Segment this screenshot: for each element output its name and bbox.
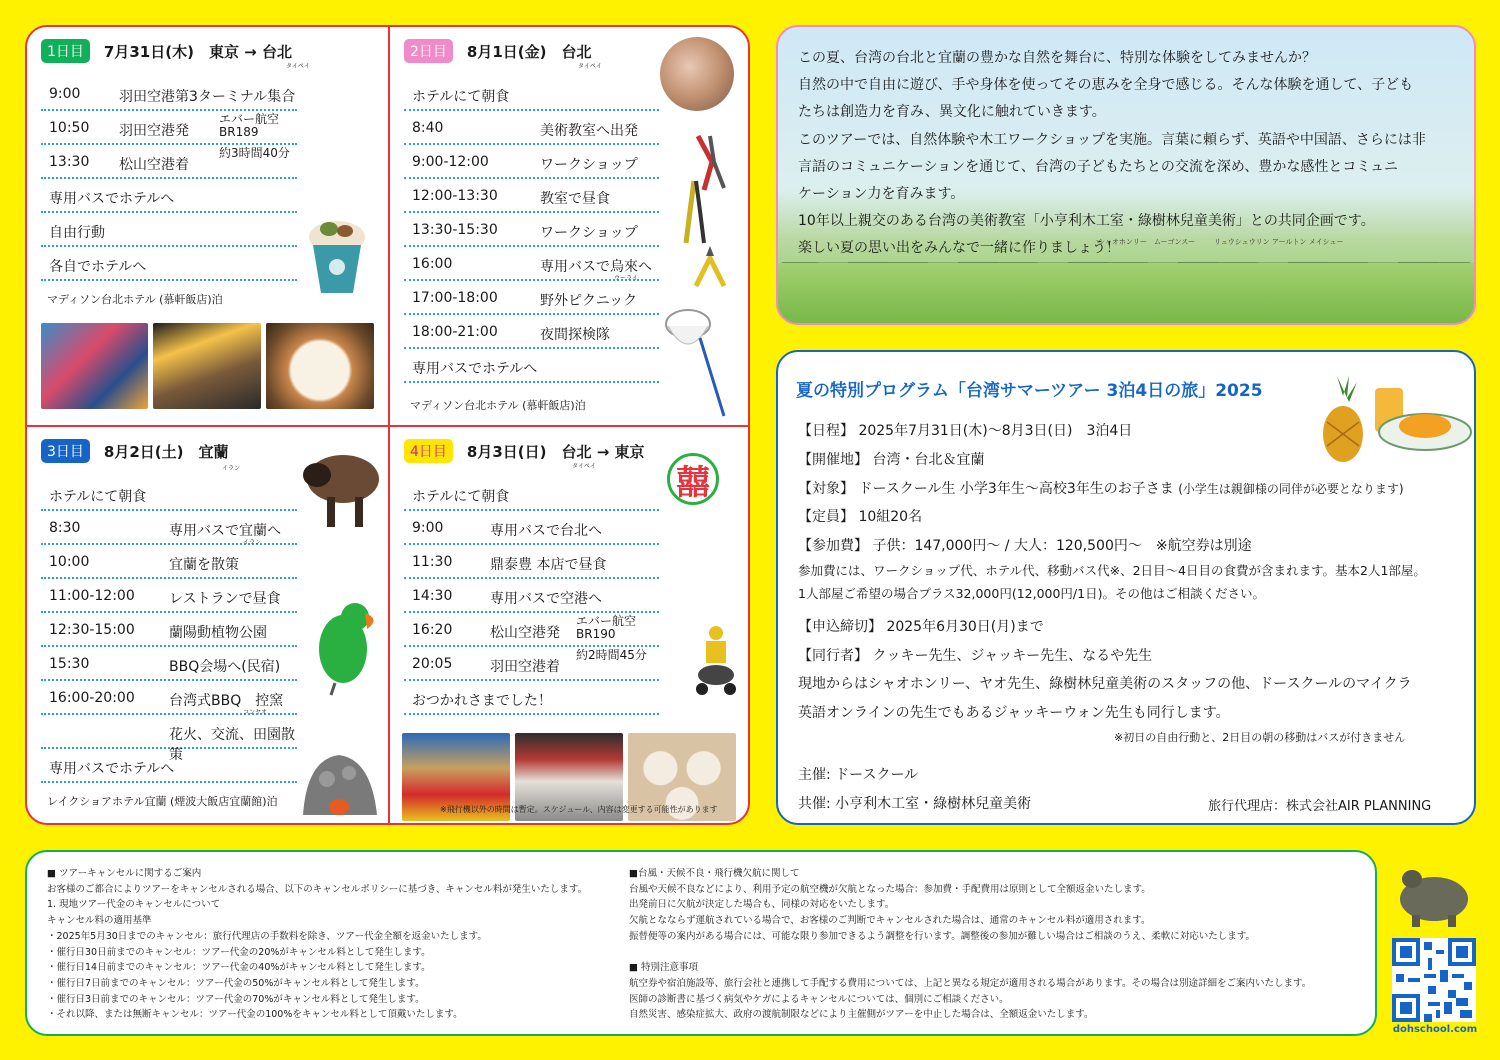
intro-line: 言語のコミュニケーションを通じて、台湾の子どもたちとの交流を深め、豊かな感性とコミュニ	[798, 158, 1399, 175]
schedule-row	[41, 647, 297, 681]
program-target	[798, 478, 1404, 498]
schedule-row	[404, 647, 659, 681]
day2-hotel: マディソン台北ホテル (慕軒飯店)泊	[410, 399, 586, 412]
day1-section	[27, 27, 388, 425]
boar-illustration	[299, 435, 385, 535]
day1-badge: 1日目	[41, 39, 90, 63]
row-time: 16:00	[412, 256, 453, 272]
intro-text	[798, 45, 1458, 263]
schedule-footnote: ※飛行機以外の時間は暫定。スケジュール、内容は変更する可能性があります	[440, 805, 718, 814]
day3-date: 8月2日(土) 宜蘭	[103, 442, 229, 461]
row-time: 9:00-12:00	[412, 154, 489, 170]
co-organizer: 共催: 小亨利木工室・綠樹林兒童美術	[798, 796, 1032, 812]
row-activity: 各自でホテルへ	[49, 259, 147, 275]
note-line: 振替便等の案内がある場合には、可能な限り参加できるよう調整を行います。調整後の参加が難しい場合はご相談のうえ、柔軟に対応いたします。	[629, 930, 1256, 942]
row-activity: 野外ピクニック	[540, 293, 638, 309]
row-flight-note: エバー航空 BR190	[576, 614, 637, 641]
intro-panel	[776, 25, 1476, 325]
note-line: 欠航となならず運航されている場合で、お客様のご判断でキャンセルされた場合は、通常のキャンセル料が適用されます。	[629, 915, 1151, 927]
row-activity: 羽田空港発	[119, 123, 189, 139]
note-line: ・それ以降、または無断キャンセル：ツアー代金の100%をキャンセル料として頂戴いたします。	[47, 1009, 463, 1021]
note-line: ・催行日3日前までのキャンセル：ツアー代金の70%がキャンセル料として発生します。	[47, 993, 425, 1005]
schedule-row	[404, 281, 659, 315]
note-line: ■台風・天候不良・飛行機欠航に関して	[629, 868, 800, 879]
program-companions-detail: 英語オンラインの先生でもあるジャッキーウォン先生も同行します。	[798, 705, 1230, 721]
program-capacity: 【定員】 10組20名	[798, 509, 923, 525]
schedule-row	[404, 111, 659, 145]
notes-panel	[25, 850, 1377, 1036]
row-flight-note: エバー航空 BR189	[219, 112, 280, 139]
ruby: タイペイ	[286, 63, 310, 70]
arcade-photo	[41, 323, 148, 409]
intro-line: 自然の中で自由に遊び、手や身体を使ってその恵みを全身で感じる。そんな体験を通して、子ども	[798, 77, 1414, 94]
note-line	[629, 945, 1311, 961]
schedule-row	[41, 111, 297, 145]
day2-header	[404, 37, 592, 65]
row-time: 15:30	[49, 656, 90, 672]
row-time: 10:50	[49, 120, 90, 136]
schedule-row	[41, 613, 297, 647]
site-url[interactable]: dohschool.com	[1392, 1024, 1478, 1035]
day2-section	[390, 27, 750, 425]
row-activity: 美術教室へ出発	[540, 123, 638, 139]
program-venue: 【開催地】 台湾・台北＆宜蘭	[798, 452, 985, 468]
schedule-row	[41, 749, 297, 783]
fee-note: 1人部屋ご希望の場合プラス32,000円(12,000円/1日)。その他はご相談ください。	[798, 586, 1265, 601]
row-activity: 花火、交流、田園散策	[169, 727, 295, 763]
schedule-row	[404, 77, 659, 111]
day4-date: 8月3日(日) 台北 → 東京	[466, 442, 645, 461]
row-activity: 専用バスでホテルへ	[412, 361, 538, 377]
row-activity: 専用バスで烏來へ	[540, 259, 652, 275]
ruby: シャオホンリー ムーゴンスー	[1098, 238, 1195, 246]
intro-line: ケーション力を育みます。	[798, 186, 965, 203]
row-activity: 蘭陽動植物公園	[169, 625, 267, 641]
row-time: 20:05	[412, 656, 453, 672]
schedule-row	[404, 349, 659, 383]
program-fee: 【参加費】 子供：147,000円〜 / 大人：120,500円〜 ※航空券は別途	[798, 538, 1252, 554]
schedule-row	[404, 213, 659, 247]
row-activity: 鼎泰豊 本店で昼食	[490, 557, 607, 573]
note-line: ■ 特別注意事項	[629, 962, 698, 974]
schedule-row	[41, 477, 297, 511]
note-line: ■ ツアーキャンセルに関するご案内	[47, 868, 202, 879]
schedule-row	[404, 179, 659, 213]
schedule-row	[41, 681, 297, 715]
row-activity: 羽田空港着	[490, 659, 560, 675]
row-time: 9:00	[412, 520, 444, 536]
row-time: 8:40	[412, 120, 444, 136]
schedule-row	[41, 579, 297, 613]
program-deadline: 【申込締切】 2025年6月30日(月)まで	[798, 619, 1044, 635]
schedule-row	[41, 545, 297, 579]
ruby: イラン	[243, 539, 262, 546]
row-time: 11:30	[412, 554, 453, 570]
schedule-row	[41, 145, 297, 179]
schedule-row	[404, 477, 659, 511]
schedule-row	[41, 179, 297, 213]
ruby: タイペイ	[578, 63, 602, 70]
day1-header	[41, 37, 292, 65]
day3-hotel: レイクショアホテル宜蘭 (煙波大飯店宜蘭館)泊	[47, 795, 278, 808]
row-time: 13:30	[49, 154, 90, 170]
row-activity: 専用バスで宜蘭へ	[169, 523, 281, 539]
row-activity: 夜間探検隊	[540, 327, 610, 343]
schedule-panel	[25, 25, 750, 825]
bus-note: ※初日の自由行動と、2日目の朝の移動はバスが付きません	[1114, 731, 1406, 744]
schedule-row	[41, 213, 297, 247]
fee-note: 参加費には、ワークショップ代、ホテル代、移動バス代※、2日目〜4日目の食費が含まれます。基本2人1部屋。	[798, 563, 1426, 578]
day4-section	[390, 427, 750, 825]
row-activity: 台湾式BBQ 控窯	[169, 693, 284, 709]
row-activity: 専用バスでホテルへ	[49, 191, 175, 207]
double-happiness-sign: 囍	[667, 453, 719, 505]
kiln-illustration	[297, 749, 382, 819]
note-line: 自然災害、感染症拡大、政府の渡航制限などにより主催側がツアーを中止した場合は、全額返金いたします。	[629, 1009, 1094, 1021]
day4-header	[404, 437, 645, 465]
day4-badge: 4日目	[404, 439, 453, 463]
weather-notes	[629, 866, 1311, 1023]
schedule-row	[404, 579, 659, 613]
tortoise-illustration	[1392, 855, 1476, 931]
workshop-photo	[660, 37, 734, 111]
row-activity: ホテルにて朝食	[412, 489, 510, 505]
rice-field	[778, 263, 1474, 323]
day2-badge: 2日目	[404, 39, 453, 63]
row-activity: ワークショップ	[540, 157, 638, 173]
note-line: 出発前日に欠航が決定した場合も、同様の対応をいたします。	[629, 899, 895, 911]
schedule-row	[41, 511, 297, 545]
note-line: ・2025年5月30日までのキャンセル：旅行代理店の手数料を除き、ツアー代金全額を返金いたします。	[47, 930, 487, 942]
row-flight-note: 約2時間45分	[576, 648, 647, 662]
intro-line: たちは創造力を育み、異文化に触れていきます。	[798, 104, 1106, 121]
row-time: 11:00-12:00	[49, 588, 135, 604]
note-line: 台風や天候不良などにより、利用予定の航空機が欠航となった場合：参加費・手配費用は原則として全額返金いたします。	[629, 883, 1151, 895]
note-line: キャンセル料の適用基準	[47, 915, 152, 927]
row-time: 13:30-15:30	[412, 222, 498, 238]
qr-code[interactable]	[1392, 938, 1476, 1022]
row-activity: ワークショップ	[540, 225, 638, 241]
row-activity: 宜蘭を散策	[169, 557, 239, 573]
row-activity: おつかれさまでした！	[412, 693, 552, 709]
row-activity: 自由行動	[49, 225, 105, 241]
row-time: 12:00-13:30	[412, 188, 498, 204]
nipper-illustration	[690, 242, 730, 292]
schedule-row	[404, 315, 659, 349]
row-time: 14:30	[412, 588, 453, 604]
note-line: 1. 現地ツアー代金のキャンセルについて	[47, 899, 221, 911]
row-activity: 教室で昼食	[540, 191, 610, 207]
program-companions-detail: 現地からはシャオホンリー、ヤオ先生、綠樹林兒童美術のスタッフの他、ドースクールのマイクラ	[798, 676, 1412, 692]
day3-header	[41, 437, 229, 465]
row-activity: 羽田空港第3ターミナル集合	[119, 89, 296, 105]
note-line: ・催行日30日前までのキャンセル：ツアー代金の20%がキャンセル料として発生します。	[47, 946, 431, 958]
schedule-row	[404, 247, 659, 281]
schedule-row	[41, 247, 297, 281]
parrot-illustration	[305, 597, 385, 697]
day2-date: 8月1日(金) 台北	[466, 42, 592, 61]
note-line: 航空券や宿泊施設等、旅行会社と連携して手配する費用については、上記と異なる規定が適用される場合があります。その場合は別途詳細をご案内いたします。	[629, 977, 1312, 989]
scooter-rider-illustration	[690, 625, 742, 697]
schedule-row	[404, 545, 659, 579]
schedule-row	[404, 681, 659, 715]
shaved-ice-illustration	[297, 207, 377, 297]
row-activity: 松山空港着	[119, 157, 189, 173]
travel-agency: 旅行代理店：株式会社AIR PLANNING	[1208, 799, 1432, 814]
target-note: (小学生は親御様の同伴が必要となります)	[1178, 482, 1404, 496]
day1-date: 7月31日(木) 東京 → 台北	[103, 42, 292, 61]
row-activity: レストランで昼食	[169, 591, 281, 607]
row-flight-note: 約3時間40分	[219, 146, 290, 160]
schedule-row	[41, 715, 297, 763]
row-time: 16:20	[412, 622, 453, 638]
row-time: 12:30-15:00	[49, 622, 135, 638]
program-title: 夏の特別プログラム「台湾サマーツアー 3泊4日の旅」2025	[796, 381, 1263, 401]
organizer: 主催: ドースクール	[798, 767, 919, 783]
schedule-row	[404, 613, 659, 647]
day3-badge: 3日目	[41, 439, 90, 463]
note-line: お客様のご都合によりツアーをキャンセルされる場合、以下のキャンセルポリシーに基づき、キャンセル料が発生いたします。	[47, 883, 588, 895]
intro-line: この夏、台湾の台北と宜蘭の豊かな自然を舞台に、特別な体験をしてみませんか？	[798, 50, 1316, 66]
row-activity: ホテルにて朝食	[49, 489, 147, 505]
row-time: 9:00	[49, 86, 81, 102]
row-activity: 専用バスで空港へ	[490, 591, 602, 607]
program-companions: 【同行者】 クッキー先生、ジャッキー先生、なるや先生	[798, 648, 1153, 664]
note-line: 医師の診断書に基づく病気やケガによるキャンセルについては、個別にご相談ください。	[629, 993, 1009, 1005]
row-activity: ホテルにて朝食	[412, 89, 510, 105]
row-activity: 松山空港発	[490, 625, 560, 641]
program-panel	[776, 350, 1476, 825]
note-line: ・催行日14日前までのキャンセル：ツアー代金の40%がキャンセル料として発生します。	[47, 962, 431, 974]
ruby: コンヤオ	[243, 709, 268, 716]
row-activity: BBQ会場へ(民宿)	[169, 659, 281, 675]
program-schedule: 【日程】 2025年7月31日(木)〜8月3日(日) 3泊4日	[798, 423, 1133, 439]
day1-hotel: マディソン台北ホテル (慕軒飯店)泊	[47, 293, 223, 306]
row-time: 16:00-20:00	[49, 690, 135, 706]
row-time: 18:00-21:00	[412, 324, 498, 340]
ruby: タイペイ	[572, 463, 596, 470]
intro-line: 楽しい夏の思い出をみんなで一緒に作りましょう！	[798, 240, 1120, 257]
intro-line: このツアーでは、自然体験や木工ワークショップを実施。言葉に頼らず、英語や中国語、さらには非	[798, 131, 1426, 148]
food-photo	[266, 323, 374, 409]
schedule-row	[404, 511, 659, 545]
row-time: 8:30	[49, 520, 81, 536]
schedule-row	[41, 77, 297, 111]
ruby: ウーライ	[614, 275, 638, 282]
intro-line: 10年以上親交のある台湾の美術教室「小亨利木工室・綠樹林兒童美術」との共同企画です。	[798, 213, 1375, 230]
target-text: 【対象】 ドースクール生 小学3年生〜高校3年生のお子さま	[798, 481, 1174, 497]
bug-net-illustration	[660, 302, 730, 422]
row-time: 17:00-18:00	[412, 290, 498, 306]
ruby: リュウシュウリン アールトン メイシュー	[1214, 238, 1344, 246]
cutter-illustration	[680, 177, 710, 247]
day3-section	[27, 427, 388, 825]
night-market-photo	[153, 323, 261, 409]
pineapple-mango-illustration	[1313, 372, 1473, 462]
row-activity: 専用バスでホテルへ	[49, 761, 175, 777]
cancellation-notes	[47, 866, 587, 1023]
row-time: 10:00	[49, 554, 90, 570]
schedule-row	[404, 145, 659, 179]
row-activity: 専用バスで台北へ	[490, 523, 602, 539]
note-line: ・催行日7日前までのキャンセル：ツアー代金の50%がキャンセル料として発生します。	[47, 977, 425, 989]
ruby: イラン	[222, 465, 241, 472]
